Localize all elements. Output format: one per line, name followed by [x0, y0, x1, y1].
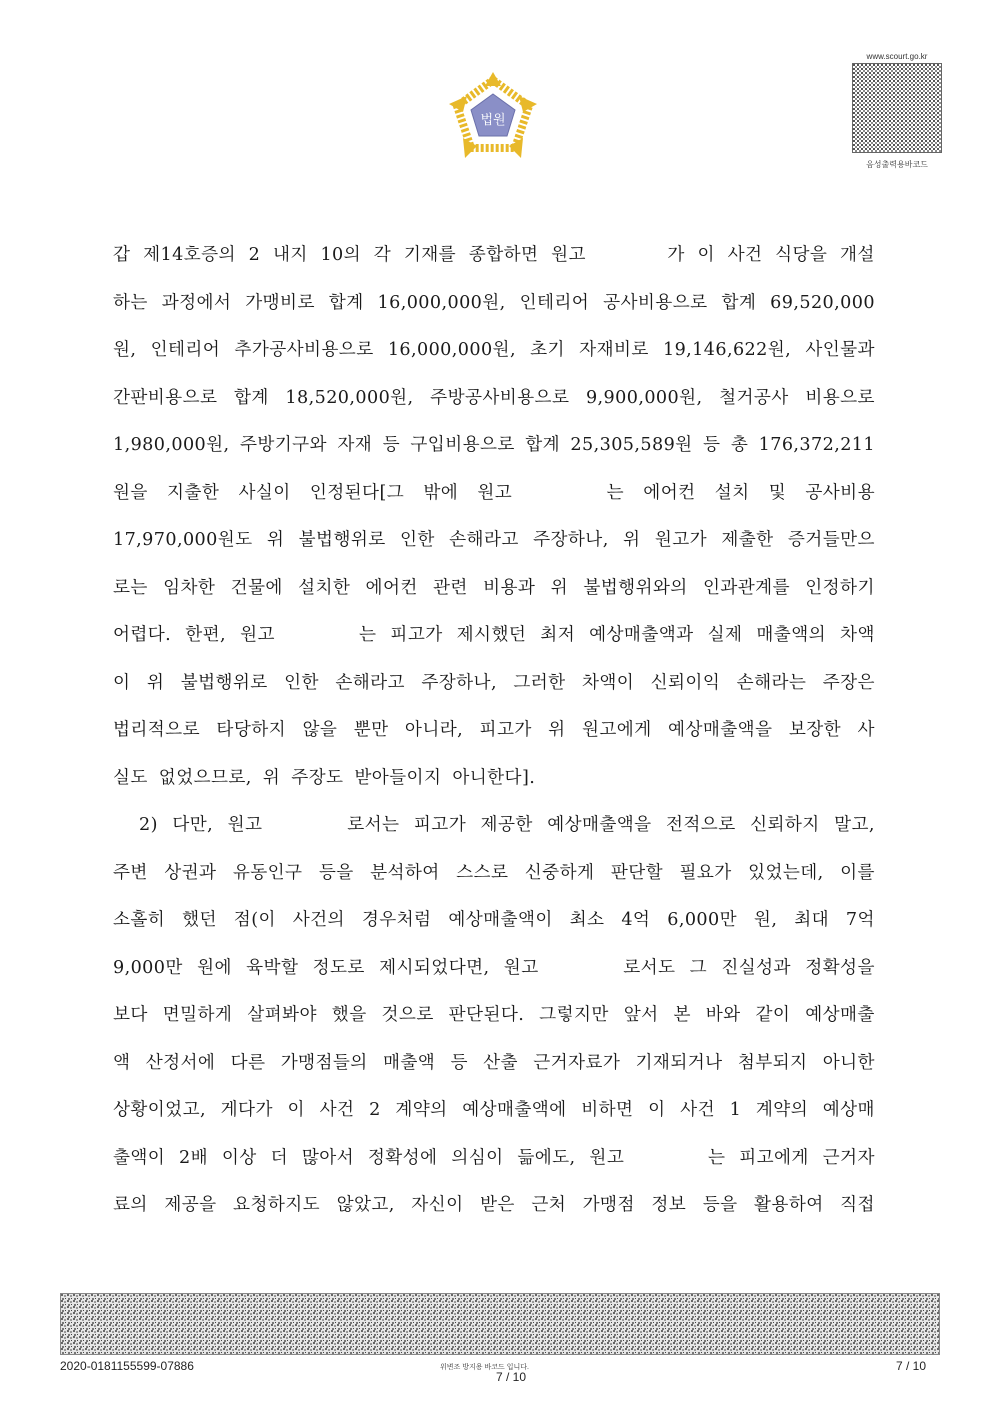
word: 원고에게	[582, 720, 652, 740]
text-line	[113, 470, 875, 518]
word: 69,520,000	[770, 292, 875, 313]
qr-url-text: www.scourt.go.kr	[866, 52, 928, 61]
word: 피고에게	[739, 1147, 809, 1168]
word: 로는	[113, 577, 148, 598]
word: 갑	[113, 245, 131, 265]
word: 9,000만	[113, 957, 183, 978]
word: 살펴봐야	[247, 1005, 317, 1025]
word: 유동인구	[232, 862, 303, 883]
word: 료의	[113, 1195, 148, 1215]
text-line	[113, 565, 875, 613]
word: 판단할	[610, 862, 663, 883]
word: 주장도	[291, 767, 344, 788]
word: 직접	[840, 1195, 875, 1215]
text-line	[113, 1182, 875, 1230]
word: 않을	[302, 720, 338, 740]
word: 로서는	[347, 815, 400, 835]
word: 법리적으로	[113, 720, 200, 740]
text-line	[113, 1135, 875, 1183]
anti-forgery-barcode	[60, 1293, 940, 1355]
word: 주장은	[822, 672, 875, 693]
word: 본	[673, 1005, 691, 1025]
word: 정확성에	[367, 1147, 438, 1168]
word: 합계	[525, 435, 560, 455]
word: 계약의	[755, 1100, 809, 1120]
word: 차액	[840, 625, 875, 645]
word: 지출한	[167, 482, 220, 503]
voice-output-barcode	[852, 52, 942, 170]
word: 18,520,000원,	[285, 387, 414, 408]
word: 면밀하게	[162, 1005, 233, 1025]
word: 자재	[337, 435, 373, 455]
word: 육박할	[246, 957, 299, 978]
word: 사인물과	[805, 340, 875, 360]
paragraph-2	[113, 802, 875, 1230]
word: 원고	[551, 245, 586, 265]
word: 그	[689, 957, 708, 978]
word: 밖에	[423, 482, 459, 503]
word: 예상매출액이	[448, 910, 553, 930]
word: 예상매출액과	[589, 625, 694, 645]
word: 2	[369, 1100, 381, 1120]
word: 1	[729, 1100, 742, 1120]
text-line	[113, 280, 875, 328]
word: 기재를	[403, 245, 457, 265]
text-line	[113, 612, 875, 660]
word: 16,000,000원,	[377, 292, 506, 313]
emblem-label: 법원	[480, 113, 506, 128]
word: 산출	[483, 1052, 518, 1073]
word: 합계	[328, 292, 364, 313]
word: 진실성과	[721, 957, 791, 978]
document-number: 2020-0181155599-07886	[60, 1359, 194, 1373]
word: 위	[262, 767, 281, 788]
word: 는	[707, 1147, 726, 1168]
word: 16,000,000원,	[387, 340, 516, 360]
word: 2배	[179, 1147, 209, 1168]
word: 관련	[433, 577, 468, 598]
word: 2)	[139, 815, 158, 835]
text-line	[113, 992, 875, 1040]
word: 출액이	[113, 1147, 166, 1168]
word: 최대	[794, 910, 830, 930]
word: 등을	[318, 862, 354, 883]
word: 17,970,000원도	[113, 530, 253, 550]
word: 뿐만	[353, 720, 389, 740]
qr-code-image	[852, 63, 942, 153]
word: 경우처럼	[361, 910, 432, 930]
word: 합계	[234, 387, 269, 408]
word: 가맹비로	[245, 292, 315, 313]
word: 주장하나,	[421, 672, 497, 693]
word: 아니한	[822, 1052, 875, 1073]
word: 상권과	[164, 862, 217, 883]
word: 설치한	[298, 577, 351, 598]
word: 1,980,000원,	[113, 435, 230, 455]
word: 각	[373, 245, 392, 265]
word: 더	[270, 1147, 288, 1168]
word: 에어컨	[643, 482, 696, 503]
word: 원고	[589, 1147, 625, 1168]
word: 25,305,589원	[570, 435, 693, 455]
word: 그러한	[513, 672, 566, 693]
word: 등	[382, 435, 400, 455]
word: 인테리어	[150, 340, 221, 360]
word: 위	[548, 720, 566, 740]
word: 는	[358, 625, 377, 645]
text-line	[113, 517, 875, 565]
word: 불법행위와의	[583, 577, 688, 598]
word: 액	[113, 1052, 131, 1073]
word: 6,000만	[667, 910, 738, 930]
word: 주방기구와	[239, 435, 327, 455]
word: 총	[730, 435, 749, 455]
word: 등	[450, 1052, 468, 1073]
word: 게다가	[220, 1100, 273, 1120]
word: 첨부되지	[737, 1052, 808, 1073]
judgment-body-text	[113, 232, 875, 1230]
word: 내지	[272, 245, 308, 265]
redacted-name-blank	[531, 470, 587, 518]
center-page-number: 7 / 10	[496, 1370, 527, 1384]
word: 손해라고	[449, 530, 519, 550]
text-line	[113, 1087, 875, 1135]
word: 받아들이지	[354, 767, 442, 788]
word: 인한	[400, 530, 435, 550]
text-line	[113, 707, 875, 755]
word: 이	[287, 1100, 305, 1120]
word: 원,	[113, 340, 137, 360]
word: 가	[667, 245, 685, 265]
word: 이	[113, 672, 131, 693]
word: 상황이었고,	[113, 1100, 206, 1120]
word: 활용하여	[754, 1195, 824, 1215]
word: 는	[606, 482, 625, 503]
word: 다른	[230, 1052, 266, 1073]
text-line	[113, 850, 875, 898]
word: 불법행위로	[298, 530, 386, 550]
word: 원에	[197, 957, 232, 978]
word: 실제	[707, 625, 743, 645]
word: 신중하게	[524, 862, 595, 883]
text-line	[113, 1040, 875, 1088]
word: 예상매출액을	[547, 815, 652, 835]
word: 매출액의	[756, 625, 826, 645]
word: 바와	[705, 1005, 741, 1025]
word: 매출액	[382, 1052, 436, 1073]
word: 있었는데,	[748, 862, 824, 883]
qr-caption: 음성출력용바코드	[866, 160, 928, 169]
word: 176,372,211	[758, 435, 875, 455]
word: 없었으므로,	[158, 767, 252, 788]
forgery-note: 위변조 방지용 바코드 입니다.	[440, 1364, 529, 1371]
word: 인정하기	[805, 577, 875, 598]
word: 및	[768, 482, 787, 503]
word: 예상매출액에	[462, 1100, 567, 1120]
redacted-name-blank	[638, 1135, 694, 1183]
word: 철거공사	[719, 387, 789, 408]
word: 비하면	[581, 1100, 634, 1120]
word: 원을	[113, 482, 148, 503]
text-line	[113, 327, 875, 375]
word: 증거들만으	[787, 530, 875, 550]
word: 예상매출액을	[668, 720, 773, 740]
word: 원,	[753, 910, 778, 930]
text-line	[113, 232, 875, 280]
word: 차액이	[582, 672, 635, 693]
word: 초기	[530, 340, 565, 360]
word: 원고	[503, 957, 539, 978]
word: 추가공사비용으로	[234, 340, 374, 360]
word: 제공한	[480, 815, 533, 835]
word: 이	[697, 245, 715, 265]
word: 이	[648, 1100, 666, 1120]
word: 건물에	[230, 577, 283, 598]
word: 전적으로	[666, 815, 736, 835]
word: 말고,	[834, 815, 875, 835]
word: 위	[623, 530, 641, 550]
word: 아니라,	[404, 720, 464, 740]
word: 근처	[531, 1195, 567, 1215]
word: 보장한	[788, 720, 842, 740]
word: 구입비용으로	[410, 435, 515, 455]
word: 개설	[840, 245, 875, 265]
word: 인테리어	[519, 292, 590, 313]
word: 2	[248, 245, 261, 265]
word: 손해라는	[736, 672, 807, 693]
word: 그렇지만	[539, 1005, 609, 1025]
word: 받은	[480, 1195, 515, 1215]
word: 사건	[319, 1100, 355, 1120]
word: 했을	[331, 1005, 367, 1025]
word: 한편,	[185, 625, 227, 645]
word: 이상	[221, 1147, 257, 1168]
word: 아니한다].	[452, 767, 536, 788]
word: 비용으로	[805, 387, 875, 408]
word: 설치	[714, 482, 750, 503]
word: 근거자료가	[533, 1052, 621, 1073]
word: 자신이	[411, 1195, 464, 1215]
word: 다만,	[172, 815, 214, 835]
word: 제공을	[164, 1195, 217, 1215]
word: 손해라고	[335, 672, 405, 693]
word: 타당하지	[216, 720, 287, 740]
word: 원고가	[654, 530, 707, 550]
word: 이를	[840, 862, 875, 883]
redacted-name-blank	[289, 612, 345, 660]
word: 등	[702, 435, 721, 455]
word: 했던	[182, 910, 217, 930]
word: 같이	[755, 1005, 791, 1025]
word: 필요가	[679, 862, 732, 883]
word: 위	[146, 672, 165, 693]
word: 의심이	[451, 1147, 504, 1168]
word: 종합하면	[468, 245, 539, 265]
text-line	[113, 802, 875, 850]
redacted-name-blank	[277, 802, 333, 850]
word: 가맹점	[582, 1195, 635, 1215]
word: 식당을	[775, 245, 828, 265]
word: 위	[266, 530, 285, 550]
text-line	[113, 660, 875, 708]
word: 위	[550, 577, 569, 598]
word: 등을	[702, 1195, 738, 1215]
word: 주변	[113, 862, 148, 883]
redacted-name-blank	[599, 232, 655, 280]
word: 사실이	[238, 482, 291, 503]
word: 사건의	[292, 910, 345, 930]
word: 사	[857, 720, 875, 740]
text-line	[113, 897, 875, 945]
word: 기재되거나	[635, 1052, 723, 1073]
word: 것으로	[381, 1005, 434, 1025]
page-number: 7 / 10	[896, 1359, 927, 1373]
word: 4억	[621, 910, 651, 930]
word: 최저	[540, 625, 576, 645]
word: 인정된다[그	[309, 482, 405, 503]
word: 공사비용으로	[603, 292, 708, 313]
word: 9,900,000원,	[585, 387, 703, 408]
court-emblem-logo	[443, 68, 543, 168]
text-line	[113, 755, 875, 803]
word: 정확성을	[805, 957, 875, 978]
word: 정도로	[312, 957, 365, 978]
word: 점(이	[233, 910, 276, 930]
word: 가맹점들의	[280, 1052, 368, 1073]
word: 19,146,622원,	[662, 340, 792, 360]
word: 원고	[240, 625, 275, 645]
word: 근거자	[822, 1147, 875, 1168]
text-line	[113, 945, 875, 993]
word: 요청하지도	[233, 1195, 321, 1215]
word: 인과관계를	[702, 577, 790, 598]
word: 최소	[569, 910, 605, 930]
word: 예상매	[822, 1100, 875, 1120]
word: 판단된다.	[448, 1005, 525, 1025]
word: 소홀히	[113, 910, 166, 930]
word: 피고가	[479, 720, 532, 740]
word: 제시되었다면,	[379, 957, 490, 978]
word: 듦에도,	[517, 1147, 576, 1168]
word: 신뢰하지	[750, 815, 820, 835]
word: 에어컨	[365, 577, 418, 598]
word: 과정에서	[161, 292, 232, 313]
word: 않았고,	[336, 1195, 395, 1215]
word: 원고	[227, 815, 263, 835]
text-line	[113, 375, 875, 423]
word: 분석하여	[370, 862, 440, 883]
word: 자재비로	[579, 340, 649, 360]
text-line	[113, 422, 875, 470]
word: 로서도	[623, 957, 676, 978]
word: 예상매출	[805, 1005, 875, 1025]
word: 임차한	[163, 577, 216, 598]
word: 제14호증의	[143, 245, 236, 265]
redacted-name-blank	[553, 945, 609, 993]
word: 제출한	[721, 530, 774, 550]
word: 간판비용으로	[113, 387, 218, 408]
word: 보다	[113, 1005, 148, 1025]
word: 공사비용	[805, 482, 875, 503]
word: 하는	[113, 292, 148, 313]
paragraph-1	[113, 232, 875, 802]
word: 7억	[845, 910, 875, 930]
word: 정보	[651, 1195, 687, 1215]
word: 계약의	[395, 1100, 448, 1120]
word: 비용과	[483, 577, 536, 598]
word: 많아서	[301, 1147, 355, 1168]
word: 어렵다.	[113, 625, 172, 645]
word: 사건	[680, 1100, 715, 1120]
word: 실도	[113, 767, 148, 788]
word: 피고가	[413, 815, 467, 835]
word: 인한	[284, 672, 319, 693]
word: 앞서	[623, 1005, 659, 1025]
word: 피고가	[390, 625, 443, 645]
word: 사건	[727, 245, 763, 265]
word: 불법행위로	[180, 672, 268, 693]
word: 주장하나,	[533, 530, 609, 550]
word: 합계	[721, 292, 757, 313]
word: 10의	[320, 245, 362, 265]
word: 원고	[477, 482, 513, 503]
word: 산정서에	[145, 1052, 216, 1073]
word: 신뢰이익	[650, 672, 721, 693]
word: 제시했던	[456, 625, 527, 645]
word: 주방공사비용으로	[430, 387, 570, 408]
word: 스스로	[456, 862, 509, 883]
